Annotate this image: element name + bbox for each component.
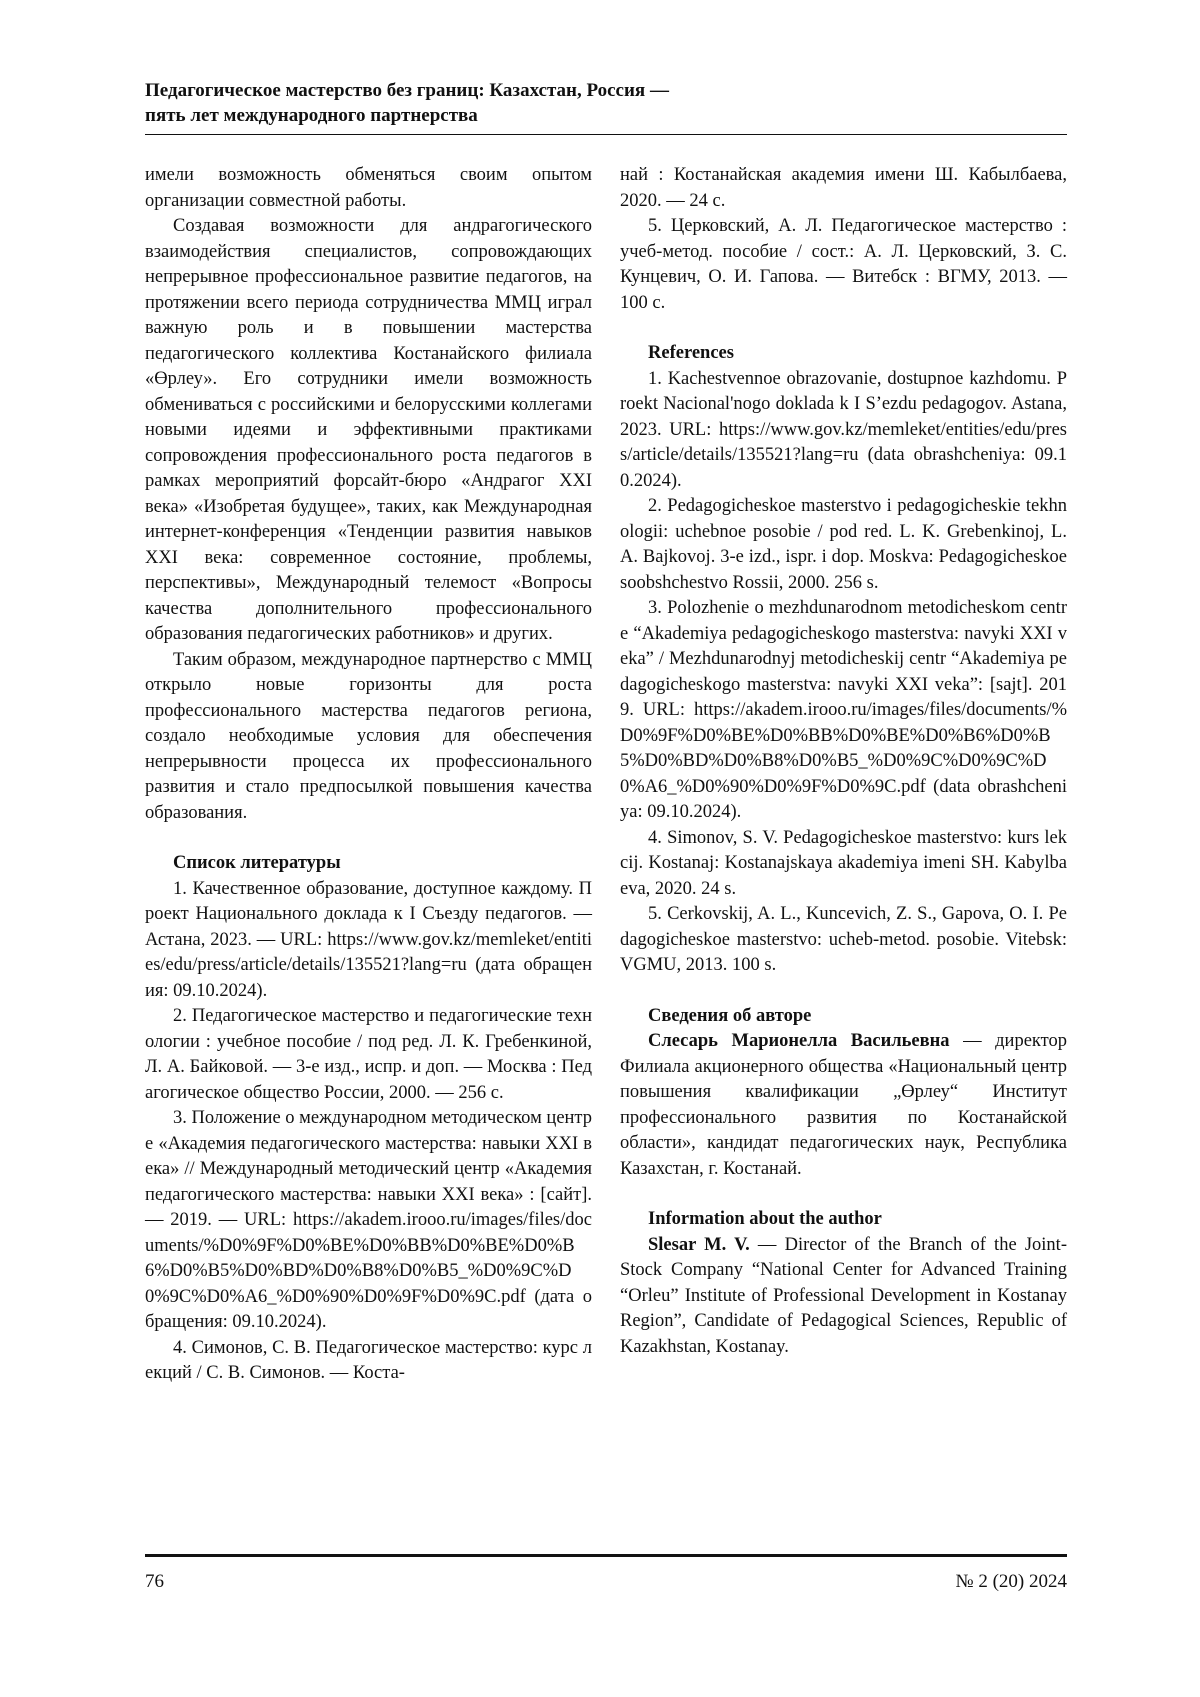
author-info-ru-heading: Сведения об авторе xyxy=(648,1005,812,1026)
author-description-ru: — директор Филиала акционерного общества «Национальный центр повышения квалификации „Өрлеу“ Институт профессионального развития по Костанайской области», кандидат педагогических наук, Республика Казахстан, г. Костанай. xyxy=(620,1031,1067,1179)
page-number: 76 xyxy=(145,1571,164,1592)
author-info-ru xyxy=(620,1029,1067,1182)
reference-item-4: 4. Simonov, S. V. Pedagogicheskoe masterstvo: kurs lekcij. Kostanaj: Kostanajskaya akademiya imeni SH. Kabylbaeva, 2020. 24 s. xyxy=(620,827,1067,899)
author-description-en: — Director of the Branch of the Joint-Stock Company “National Center for Advanced Training “Orleu” Institute of Professional Development in Kostanay Region”, Candidate of Pedagogical Sciences, Republic of Kazakhstan, Kostanay. xyxy=(620,1234,1067,1357)
body-paragraph-3: Таким образом, международное партнерство с ММЦ открыло новые горизонты для роста профессионального мастерства педагогов региона, создало необходимые условия для обеспечения непрерывности процесса их профессионального развития и стало предпосылкой повышения качества образования. xyxy=(145,649,592,823)
author-name-en: Slesar M. V. xyxy=(648,1234,750,1255)
literature-item-4-continued: най : Костанайская академия имени Ш. Кабылбаева, 2020. — 24 с. xyxy=(620,165,1067,211)
author-info-en-heading: Information about the author xyxy=(648,1209,882,1229)
left-column xyxy=(145,163,592,1387)
literature-item-4: 4. Симонов, С. В. Педагогическое мастерство: курс лекций / С. В. Симонов. — Коста- xyxy=(145,1337,592,1383)
header-title-line-1: Педагогическое мастерство без границ: Казахстан, Россия — xyxy=(145,80,669,101)
reference-item-3: 3. Polozhenie o mezhdunarodnom metodicheskom centre “Akademiya pedagogicheskogo masterstva: navyki XXI veka” / Mezhdunarodnyj metodicheskij centr “Akademiya pedagogicheskogo masterstva: navyki XXI veka”: [sajt]. 2019. URL: https://akadem.irooo.ru/images/files/documents/%D0%9F%D0%BE%D0%BB%D0%BE%D0%B6%D0%B5%D0%BD%D0%B8%D0%B5_%D0%9C%D0%9C%D0%A6_%D0%90%D0%9F%D0%9C.pdf (data obrashcheniya: 09.10.2024). xyxy=(620,598,1067,822)
literature-heading: Список литературы xyxy=(173,853,341,873)
reference-item-5: 5. Cerkovskij, A. L., Kuncevich, Z. S., Gapova, O. I. Pedagogicheskoe masterstvo: ucheb-metod. posobie. Vitebsk: VGMU, 2013. 100 s. xyxy=(620,904,1067,975)
references-heading: References xyxy=(648,343,734,363)
issue-number: № 2 (20) 2024 xyxy=(955,1571,1067,1592)
footer-divider xyxy=(145,1554,1067,1557)
reference-item-1: 1. Kachestvennoe obrazovanie, dostupnoe kazhdomu. Proekt Nacional'nogo doklada k I S’ezdu pedagogov. Astana, 2023. URL: https://www.gov.kz/memleket/entities/edu/press/article/details/135521?lang=ru (data obrashcheniya: 09.10.2024). xyxy=(620,368,1067,491)
literature-item-3: 3. Положение о международном методическом центре «Академия педагогического мастерства: навыки XXI века» // Международный методический центр «Академия педагогического мастерства: навыки XXI века» : [сайт]. — 2019. — URL: https://akadem.irooo.ru/images/files/documents/%D0%9F%D0%BE%D0%BB%D0%BE%D0%B6%D0%B5%D0%BD%D0%B8%D0%B5_%D0%9C%D0%9C%D0%A6_%D0%90%D0%9F%D0%9C.pdf (дата обращения: 09.10.2024). xyxy=(145,1108,592,1332)
literature-item-2: 2. Педагогическое мастерство и педагогические технологии : учебное пособие / под ред. Л. К. Гребенкиной, Л. А. Байковой. — 3-е изд., испр. и доп. — Москва : Педагогическое общество России, 2000. — 256 с. xyxy=(145,1006,592,1103)
header-divider xyxy=(145,134,1067,135)
body-paragraph-1: имели возможность обменяться своим опытом организации совместной работы. xyxy=(145,165,592,211)
body-paragraph-2: Создавая возможности для андрагогического взаимодействия специалистов, сопровождающих непрерывное профессиональное развитие педагогов, на протяжении всего периода сотрудничества ММЦ играл важную роль и в повышении мастерства педагогического коллектива Костанайского филиала «Өрлеу». Его сотрудники имели возможность обмениваться с российскими и белорусскими коллегами новыми идеями и эффективными практиками сопровождения профессионального роста педагогов в рамках мероприятий форсайт-бюро «Андрагог XXI века» «Изобретая будущее», таких, как Международная интернет-конференция «Тенденции развития навыков XXI века: современное состояние, проблемы, перспективы», Международный телемост «Вопросы качества дополнительного профессионального образования педагогических работников» и других. xyxy=(145,216,592,644)
reference-item-2: 2. Pedagogicheskoe masterstvo i pedagogicheskie tekhnologii: uchebnoe posobie / pod red. L. K. Grebenkinoj, L. A. Bajkovoj. 3-e izd., ispr. i dop. Moskva: Pedagogicheskoe soobshchestvo Rossii, 2000. 256 s. xyxy=(620,496,1067,593)
right-column xyxy=(620,163,1067,1360)
author-info-en xyxy=(620,1233,1067,1361)
running-header xyxy=(145,78,945,128)
author-name-ru: Слесарь Марионелла Васильевна xyxy=(648,1031,950,1051)
literature-item-5: 5. Церковский, А. Л. Педагогическое мастерство : учеб-метод. пособие / сост.: А. Л. Церковский, З. С. Кунцевич, О. И. Гапова. — Витебск : ВГМУ, 2013. — 100 с. xyxy=(620,216,1067,313)
literature-item-1: 1. Качественное образование, доступное каждому. Проект Национального доклада к I Съезду педагогов. — Астана, 2023. — URL: https://www.gov.kz/memleket/entities/edu/press/article/details/135521?lang=ru (дата обращения: 09.10.2024). xyxy=(145,878,592,1001)
header-title-line-2: пять лет международного партнерства xyxy=(145,105,478,126)
